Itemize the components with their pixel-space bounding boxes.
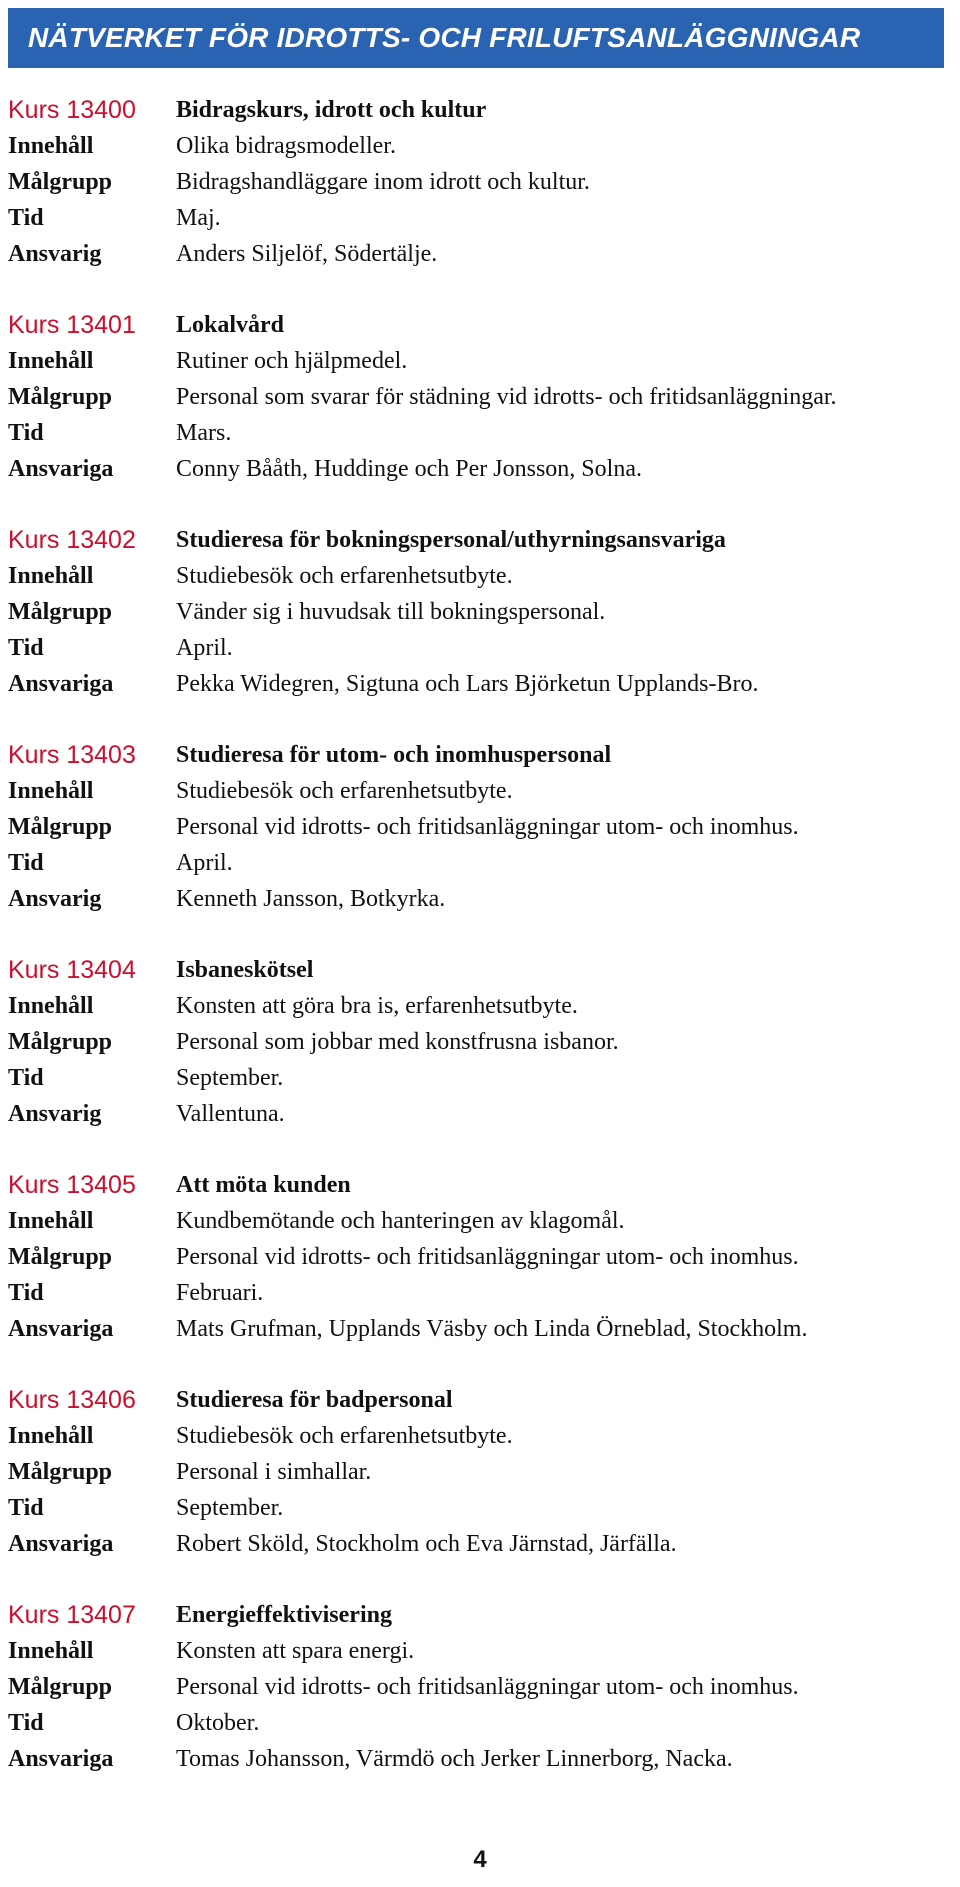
course-detail-row [8, 1454, 958, 1490]
section-title: NÄTVERKET FÖR IDROTTS- OCH FRILUFTSANLÄGGNINGAR [28, 22, 861, 53]
detail-label: Målgrupp [8, 1029, 113, 1055]
detail-label: Innehåll [8, 1423, 94, 1449]
course-detail-row [8, 773, 958, 809]
course-entry [8, 1597, 958, 1777]
course-detail-row [8, 881, 958, 917]
detail-label: Tid [8, 635, 44, 661]
detail-value: Vallentuna. [176, 1101, 285, 1127]
detail-label: Ansvarig [8, 1101, 102, 1127]
course-header-row [8, 952, 958, 988]
course-detail-row [8, 128, 958, 164]
course-code: Kurs 13400 [8, 96, 136, 124]
detail-value: Kundbemötande och hanteringen av klagomål. [176, 1208, 625, 1234]
detail-value: Personal vid idrotts- och fritidsanläggningar utom- och inomhus. [176, 814, 799, 840]
detail-label: Tid [8, 850, 44, 876]
course-detail-row [8, 451, 958, 487]
course-title: Studieresa för bokningspersonal/uthyrningsansvariga [176, 527, 726, 553]
course-detail-row [8, 415, 958, 451]
course-title: Bidragskurs, idrott och kultur [176, 97, 487, 123]
detail-label: Målgrupp [8, 814, 113, 840]
course-detail-row [8, 1203, 958, 1239]
detail-value: Kenneth Jansson, Botkyrka. [176, 886, 446, 912]
detail-label: Målgrupp [8, 599, 113, 625]
detail-label: Målgrupp [8, 169, 113, 195]
detail-label: Målgrupp [8, 1674, 113, 1700]
page-number: 4 [473, 1846, 487, 1873]
detail-value: Olika bidragsmodeller. [176, 133, 396, 159]
course-code: Kurs 13405 [8, 1171, 136, 1199]
detail-label: Innehåll [8, 348, 94, 374]
course-entry [8, 737, 958, 917]
course-detail-row [8, 1024, 958, 1060]
detail-value: Konsten att göra bra is, erfarenhetsutbyte. [176, 993, 578, 1019]
detail-label: Tid [8, 1710, 44, 1736]
detail-label: Innehåll [8, 1638, 94, 1664]
course-title: Att möta kunden [176, 1172, 351, 1198]
detail-value: April. [176, 850, 233, 876]
course-detail-row [8, 1669, 958, 1705]
course-title: Energieffektivisering [176, 1602, 392, 1628]
detail-value: Personal i simhallar. [176, 1459, 372, 1485]
course-detail-row [8, 1311, 958, 1347]
detail-value: Personal vid idrotts- och fritidsanläggningar utom- och inomhus. [176, 1674, 799, 1700]
course-detail-row [8, 1060, 958, 1096]
detail-value: Rutiner och hjälpmedel. [176, 348, 408, 374]
course-code: Kurs 13404 [8, 956, 136, 984]
detail-label: Ansvariga [8, 1746, 114, 1772]
detail-value: Conny Bååth, Huddinge och Per Jonsson, Solna. [176, 456, 642, 482]
detail-value: April. [176, 635, 233, 661]
detail-value: Studiebesök och erfarenhetsutbyte. [176, 778, 513, 804]
detail-label: Ansvariga [8, 671, 114, 697]
course-detail-row [8, 630, 958, 666]
detail-value: Personal som jobbar med konstfrusna isbanor. [176, 1029, 619, 1055]
detail-label: Ansvariga [8, 1531, 114, 1557]
course-entry [8, 522, 958, 702]
detail-value: Studiebesök och erfarenhetsutbyte. [176, 563, 513, 589]
detail-label: Tid [8, 205, 44, 231]
detail-value: Robert Sköld, Stockholm och Eva Järnstad, Järfälla. [176, 1531, 677, 1557]
detail-label: Ansvarig [8, 241, 102, 267]
course-detail-row [8, 809, 958, 845]
section-banner [8, 8, 944, 68]
course-title: Lokalvård [176, 312, 285, 338]
detail-value: Anders Siljelöf, Södertälje. [176, 241, 438, 267]
course-entry [8, 1167, 958, 1347]
course-header-row [8, 1167, 958, 1203]
course-entry [8, 952, 958, 1132]
course-detail-row [8, 1526, 958, 1562]
course-header-row [8, 1597, 958, 1633]
course-detail-row [8, 594, 958, 630]
detail-value: Mats Grufman, Upplands Väsby och Linda Örneblad, Stockholm. [176, 1316, 808, 1342]
course-code: Kurs 13401 [8, 311, 136, 339]
course-header-row [8, 307, 958, 343]
course-detail-row [8, 558, 958, 594]
course-detail-row [8, 1741, 958, 1777]
course-detail-row [8, 379, 958, 415]
detail-value: Oktober. [176, 1710, 260, 1736]
course-detail-row [8, 1418, 958, 1454]
course-header-row [8, 737, 958, 773]
detail-label: Tid [8, 1280, 44, 1306]
detail-label: Tid [8, 1065, 44, 1091]
detail-label: Innehåll [8, 993, 94, 1019]
course-detail-row [8, 988, 958, 1024]
course-code: Kurs 13407 [8, 1601, 136, 1629]
detail-label: Målgrupp [8, 1244, 113, 1270]
detail-label: Tid [8, 1495, 44, 1521]
course-entry [8, 92, 958, 272]
course-detail-row [8, 164, 958, 200]
detail-label: Innehåll [8, 1208, 94, 1234]
detail-value: September. [176, 1065, 284, 1091]
detail-label: Ansvariga [8, 1316, 114, 1342]
course-detail-row [8, 845, 958, 881]
course-list [8, 92, 958, 1812]
detail-value: September. [176, 1495, 284, 1521]
detail-value: Maj. [176, 205, 221, 231]
detail-label: Målgrupp [8, 384, 113, 410]
detail-value: Studiebesök och erfarenhetsutbyte. [176, 1423, 513, 1449]
course-header-row [8, 92, 958, 128]
detail-label: Ansvarig [8, 886, 102, 912]
course-header-row [8, 1382, 958, 1418]
course-detail-row [8, 1275, 958, 1311]
course-detail-row [8, 1705, 958, 1741]
course-detail-row [8, 343, 958, 379]
detail-label: Innehåll [8, 563, 94, 589]
course-code: Kurs 13406 [8, 1386, 136, 1414]
detail-label: Målgrupp [8, 1459, 113, 1485]
detail-value: Vänder sig i huvudsak till bokningspersonal. [176, 599, 606, 625]
detail-value: Mars. [176, 420, 232, 446]
detail-label: Innehåll [8, 778, 94, 804]
course-title: Studieresa för badpersonal [176, 1387, 453, 1413]
course-entry [8, 1382, 958, 1562]
course-title: Studieresa för utom- och inomhuspersonal [176, 742, 612, 768]
detail-label: Ansvariga [8, 456, 114, 482]
course-code: Kurs 13403 [8, 741, 136, 769]
course-detail-row [8, 236, 958, 272]
detail-value: Personal vid idrotts- och fritidsanläggningar utom- och inomhus. [176, 1244, 799, 1270]
course-detail-row [8, 1490, 958, 1526]
course-detail-row [8, 200, 958, 236]
detail-value: Bidragshandläggare inom idrott och kultur. [176, 169, 590, 195]
detail-label: Tid [8, 420, 44, 446]
detail-value: Personal som svarar för städning vid idrotts- och fritidsanläggningar. [176, 384, 837, 410]
course-title: Isbaneskötsel [176, 957, 314, 983]
course-detail-row [8, 1239, 958, 1275]
detail-value: Konsten att spara energi. [176, 1638, 415, 1664]
course-detail-row [8, 1096, 958, 1132]
course-detail-row [8, 1633, 958, 1669]
course-entry [8, 307, 958, 487]
detail-label: Innehåll [8, 133, 94, 159]
detail-value: Tomas Johansson, Värmdö och Jerker Linnerborg, Nacka. [176, 1746, 733, 1772]
course-detail-row [8, 666, 958, 702]
detail-value: Februari. [176, 1280, 264, 1306]
detail-value: Pekka Widegren, Sigtuna och Lars Björketun Upplands-Bro. [176, 671, 759, 697]
course-code: Kurs 13402 [8, 526, 136, 554]
course-header-row [8, 522, 958, 558]
